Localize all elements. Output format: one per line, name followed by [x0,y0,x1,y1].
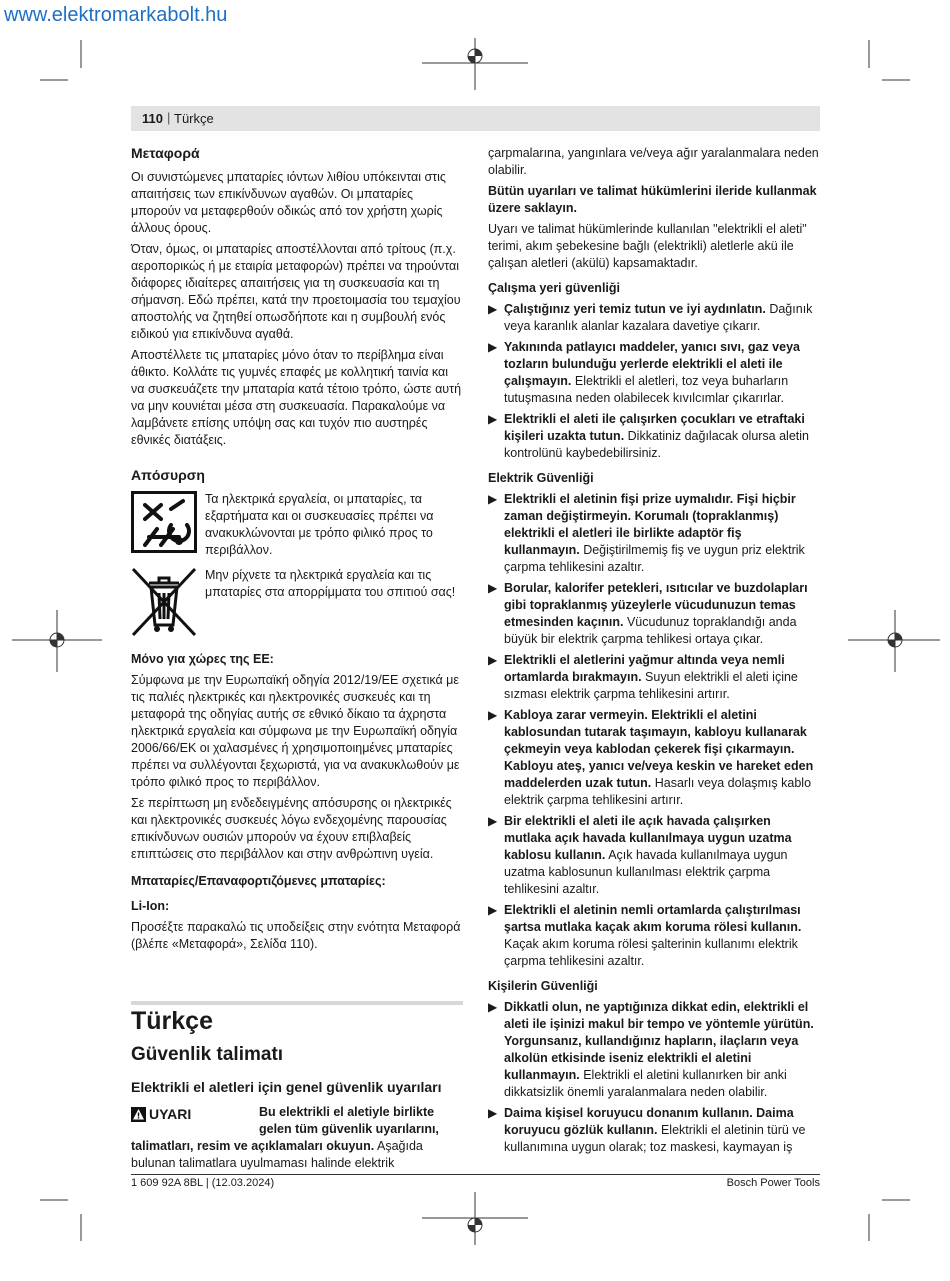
bullet-item [488,580,820,648]
warning-text-regular: Aşağıda bulunan talimatlara uyulmaması halinde elektrik [131,1139,423,1170]
bin-row [131,567,463,637]
footer-doc-number: 1 609 92A 8BL | (12.03.2024) [131,1177,275,1189]
bullet-bold-text: Borular, kalorifer petekleri, ısıtıcılar ve buzdolapları gibi topraklanmış yüzeylerle vücudunuzun temas etmesinden kaçının. [504,581,808,629]
bullet-bold-text: Dikkatli olun, ne yaptığınıza dikkat edin, elektrikli el aleti ile işinizi makul bir tempo ve yöntemle yürütün. Yorgunsanız, kullandığınız hapların, ilaçların veya alkolün etkisinde iseniz elektrikli el aletini kullanmayın. [504,1000,814,1082]
page-number: 110 [142,111,163,126]
header-language: Türkçe [174,111,214,126]
bullet-item [488,301,820,335]
bullet-arrow-icon: ▶ [488,708,498,722]
transport-paragraph-3: Αποστέλλετε τις μπαταρίες μόνο όταν το περίβλημα είναι άθικτο. Κολλάτε τις γυμνές επαφές με κολλητική ταινία και να συσκευάζετε την μπαταρία κατά τέτοιο τρόπο, ώστε αυτή να μην κουνιέται μέσα στη συσκευασία. Παρακαλούμε να λαμβάνετε επίσης υπόψη σας και τυχόν πιο αυστηρές εθνικές διατάξεις. [131,348,462,447]
bullet-arrow-icon: ▶ [488,412,498,426]
left-column [131,145,463,1176]
warning-badge [131,1104,259,1124]
bullet-item [488,491,820,576]
footer-rule [131,1174,820,1175]
bullet-arrow-icon: ▶ [488,814,498,828]
term-definition-text: Uyarı ve talimat hükümlerinde kullanılan "elektrikli el aleti" terimi, akım şebekesine bağlı (elektrikli) aletlerle akü ile çalışan aletleri (akülü) kapsamaktadır. [488,222,807,270]
battery-heading: Μπαταρίες/Επαναφορτιζόμενες μπαταρίες: [131,874,386,888]
electrical-list [488,491,820,970]
bullet-item [488,1105,820,1156]
bullet-bold-text: Elektrikli el aleti ile çalışırken çocukları ve etraftaki kişileri uzakta tutun. [504,412,805,443]
bullet-arrow-icon: ▶ [488,492,498,506]
bullet-text: Elektrikli el aletini kullanırken bir anki dikkatsizlik önemli yaralanmalara neden olabilir. [504,1068,787,1099]
warning-block [131,1104,463,1172]
bullet-bold-text: Kabloya zarar vermeyin. Elektrikli el aletini kablosundan tutarak taşımayın, kabloyu kullanarak çekmeyin veya kablodan çekerek fişi çıkarmayın. Kabloyu ateş, yanıcı ve/veya keskin ve hareket eden maddelerden uzak tutun. [504,708,814,790]
bullet-item [488,902,820,970]
bullet-arrow-icon: ▶ [488,581,498,595]
transport-paragraph-1: Οι συνιστώμενες μπαταρίες ιόντων λιθίου υπόκεινται στις απαιτήσεις των επικίνδυνων αγαθών. Οι μπαταρίες μπορούν να μεταφερθούν οδικώς από τον χρήστη χωρίς άλλους όρους. [131,170,446,235]
bullet-arrow-icon: ▶ [488,340,498,354]
section-divider [131,1001,463,1005]
bullet-text: Dağınık veya karanlık alanlar kazalara davetiye çıkarır. [504,302,813,333]
bullet-text: Vücudunuz topraklandığı anda büyük bir elektrik çarpma tehlikesi ortaya çıkar. [504,615,797,646]
bullet-text: Suyun elektrikli el aleti içine sızması elektrik çarpma tehlikesini artırır. [504,670,798,701]
work-area-list [488,301,820,462]
header-separator: | [167,110,171,125]
bullet-bold-text: Elektrikli el aletinin fişi prize uymalıdır. Fişi hiçbir zaman değiştirmeyin. Korumalı (topraklanmış) elektrikli el aletleri ile birlikte adaptör fiş kullanmayın. [504,492,796,557]
eu-heading: Μόνο για χώρες της ΕΕ: [131,652,274,666]
safety-heading: Güvenlik talimatı [131,1044,284,1065]
keep-instructions-text: Bütün uyarıları ve talimat hükümlerini ileride kullanmak üzere saklayın. [488,184,817,215]
bullet-arrow-icon: ▶ [488,653,498,667]
transport-heading: Μεταφορά [131,145,200,161]
recycle-row [131,491,463,559]
personal-list [488,999,820,1156]
bullet-bold-text: Çalıştığınız yeri temiz tutun ve iyi aydınlatın. [504,302,766,316]
liion-text: Προσέξτε παρακαλώ τις υποδείξεις στην ενότητα Μεταφορά (βλέπε «Μεταφορά», Σελίδα 110). [131,920,461,951]
warning-triangle-icon [131,1107,146,1122]
bullet-arrow-icon: ▶ [488,1106,498,1120]
page-header [131,106,820,131]
bullet-arrow-icon: ▶ [488,302,498,316]
bullet-bold-text: Elektrikli el aletlerini yağmur altında veya nemli ortamlarda bırakmayın. [504,653,785,684]
eu-paragraph-2: Σε περίπτωση μη ενδεδειγμένης απόσυρσης οι ηλεκτρικές και ηλεκτρονικές συσκευές λόγω ενδεχομένης παρουσίας επικίνδυνων ουσιών μπορούν να έχουν επιβλαβείς επιπτώσεις στο περιβάλλον και στην ανθρώπινη υγεία. [131,796,452,861]
recycle-text: Τα ηλεκτρικά εργαλεία, οι μπαταρίες, τα εξαρτήματα και οι συσκευασίες πρέπει να ανακυκλώνονται με τρόπο φιλικό προς το περιβάλλον. [205,492,434,557]
bullet-text: Kaçak akım koruma rölesi şalterinin kullanımı elektrik çarpma tehlikesini azaltır. [504,937,798,968]
continued-text: çarpmalarına, yangınlara ve/veya ağır yaralanmalara neden olabilir. [488,146,819,177]
bullet-item [488,999,820,1101]
bin-text: Μην ρίχνετε τα ηλεκτρικά εργαλεία και τις μπαταρίες στα απορρίμματα του σπιτιού σας! [205,568,456,599]
bullet-bold-text: Elektrikli el aletinin nemli ortamlarda çalıştırılması şartsa mutlaka kaçak akım koruma rölesi kullanın. [504,903,802,934]
bullet-text: Açık havada kullanılmaya uygun uzatma kablosunun kullanılması elektrik çarpma tehlikesini azaltır. [504,848,788,896]
bullet-text: Dikkatiniz dağılacak olursa aletin kontrolünü kaybedebilirsiniz. [504,429,809,460]
warning-label: UYARI [149,1105,192,1122]
bullet-item [488,339,820,407]
bullet-item [488,707,820,809]
bullet-text: Hasarlı veya dolaşmış kablo elektrik çarpma tehlikesini artırır. [504,776,812,807]
bullet-item [488,411,820,462]
recycle-symbol-icon [131,491,197,553]
electrical-heading: Elektrik Güvenliği [488,471,594,485]
personal-heading: Kişilerin Güvenliği [488,979,598,993]
bullet-item [488,652,820,703]
bullet-text: Elektrikli el aletinin türü ve kullanımına uygun olarak; toz maskesi, kaymayan iş [504,1123,806,1154]
eu-paragraph-1: Σύμφωνα με την Ευρωπαϊκή οδηγία 2012/19/ΕΕ σχετικά με τις παλιές ηλεκτρικές και ηλεκτρονικές συσκευές και τη μεταφορά της οδηγίας αυτής σε εθνικό δίκαιο τα άχρηστα ηλεκτρικά εργαλεία και σύμφωνα με την Ευρωπαϊκή οδηγία 2006/66/ΕΚ οι χαλασμένες ή χρησιμοποιημένες μπαταρίες πρέπει να συλλέγονται ξεχωριστά, για να ανακυκλωθούν με τρόπο φιλικό προς το περιβάλλον. [131,673,460,789]
liion-heading: Li-Ion: [131,899,170,913]
bullet-text: Elektrikli el aletleri, toz veya buharların tutuşmasına neden olabilecek kıvılcımlar çıkarırlar. [504,374,789,405]
bullet-arrow-icon: ▶ [488,903,498,917]
disposal-heading: Απόσυρση [131,467,205,483]
right-column [488,145,820,1160]
crossed-bin-icon [131,567,197,637]
watermark-url[interactable]: www.elektromarkabolt.hu [4,4,228,26]
warning-text-bold: Bu elektrikli el aletiyle birlikte gelen tüm güvenlik uyarılarını, talimatları, resim ve açıklamaları okuyun. [131,1105,439,1153]
transport-paragraph-2: Όταν, όμως, οι μπαταρίες αποστέλλονται από τρίτους (π.χ. αεροπορικώς ή με εταιρία μεταφορών) πρέπει να τηρούνται διάφορες ιδιαίτερες απαιτήσεις για τη συσκευασία και τη σήμανση. Εδώ πρέπει, κατά την προετοιμασία του τεμαχίου αποστολής να ζητηθεί οπωσδήποτε και η συμβουλή ενός ειδικού για επικίνδυνα αγαθά. [131,242,461,341]
bullet-text: Değiştirilmemiş fiş ve uygun priz elektrik çarpma tehlikesini azaltır. [504,543,805,574]
bullet-bold-text: Bir elektrikli el aleti ile açık havada çalışırken mutlaka açık havada kullanılmaya uygun uzatma kablosu kullanın. [504,814,792,862]
footer-brand: Bosch Power Tools [726,1177,820,1189]
work-area-heading: Çalışma yeri güvenliği [488,281,620,295]
language-heading: Türkçe [131,1007,213,1035]
bullet-item [488,813,820,898]
general-warnings-heading: Elektrikli el aletleri için genel güvenlik uyarıları [131,1079,442,1095]
bullet-bold-text: Yakınında patlayıcı maddeler, yanıcı sıvı, gaz veya tozların bulunduğu yerlerde elektrikli el aleti ile çalışmayın. [504,340,800,388]
bullet-bold-text: Daima kişisel koruyucu donanım kullanın. Daima koruyucu gözlük kullanın. [504,1106,794,1137]
bullet-arrow-icon: ▶ [488,1000,498,1014]
